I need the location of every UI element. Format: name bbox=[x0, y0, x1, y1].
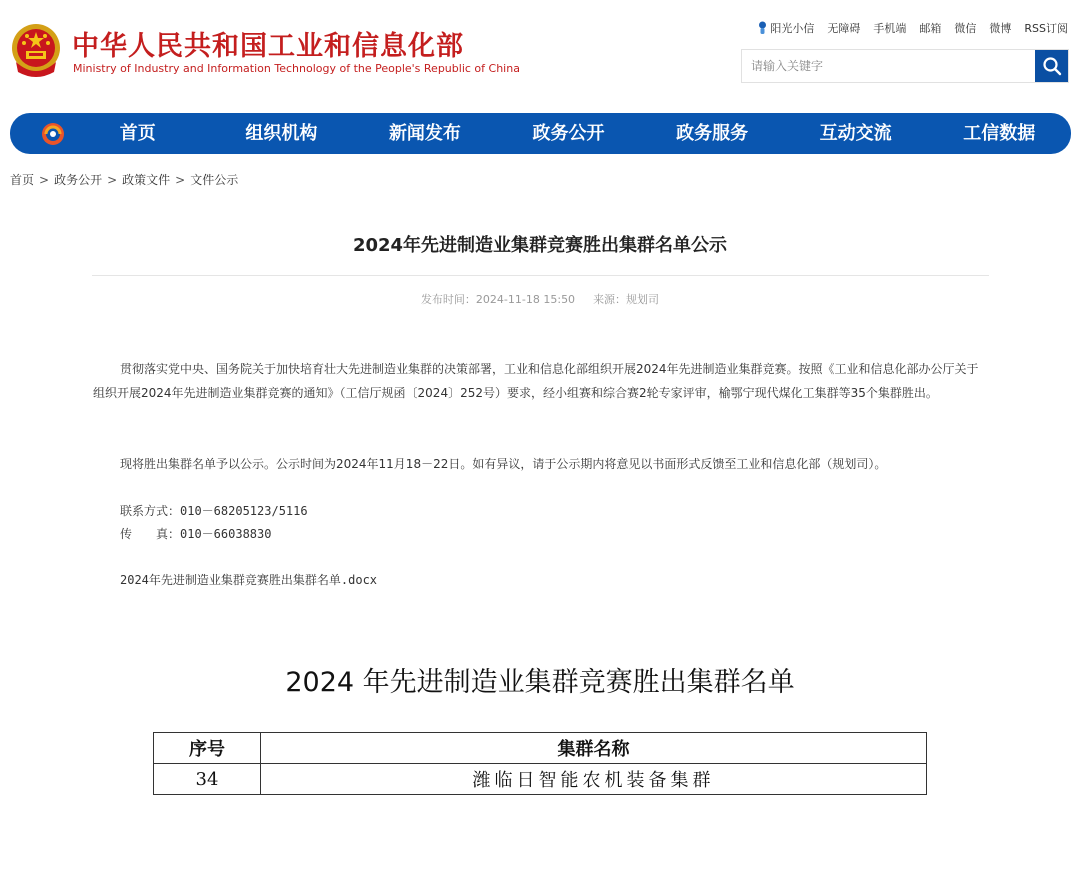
article-source: 来源：规划司 bbox=[593, 293, 660, 306]
column-header-name: 集群名称 bbox=[261, 733, 927, 764]
top-link-mail[interactable]: 邮箱 bbox=[919, 22, 942, 35]
nav-item-news[interactable]: 新闻发布 bbox=[388, 123, 461, 144]
nav-item-interaction[interactable]: 互动交流 bbox=[819, 123, 892, 144]
site-subtitle: Ministry of Industry and Information Technology of the People's Republic of China bbox=[73, 62, 520, 75]
nav-item-home[interactable]: 首页 bbox=[119, 123, 156, 144]
top-links bbox=[758, 20, 1068, 36]
top-link-label: 阳光小信 bbox=[770, 22, 815, 35]
top-link-rss[interactable]: RSS订阅 bbox=[1024, 22, 1068, 35]
breadcrumb-separator: > bbox=[175, 173, 186, 187]
top-link-sunshine[interactable] bbox=[758, 20, 814, 36]
top-link-mobile[interactable]: 手机端 bbox=[873, 22, 907, 35]
cell-number: 34 bbox=[154, 764, 261, 795]
main-nav bbox=[10, 113, 1071, 154]
breadcrumb bbox=[10, 171, 238, 188]
contact-info bbox=[120, 500, 308, 546]
document-title: 2024 年先进制造业集群竞赛胜出集群名单 bbox=[285, 667, 795, 698]
contact-phone: 联系方式：010－68205123/5116 bbox=[120, 504, 308, 518]
cell-cluster-name: 潍临日智能农机装备集群 bbox=[261, 764, 927, 795]
top-link-weibo[interactable]: 微博 bbox=[989, 22, 1012, 35]
article-title: 2024年先进制造业集群竞赛胜出集群名单公示 bbox=[352, 235, 728, 256]
cluster-table bbox=[153, 732, 927, 795]
site-header bbox=[0, 0, 1080, 108]
national-emblem-icon[interactable] bbox=[10, 22, 62, 78]
top-link-wechat[interactable]: 微信 bbox=[954, 22, 977, 35]
table-row bbox=[154, 764, 927, 795]
site-title[interactable]: 中华人民共和国工业和信息化部 bbox=[72, 31, 464, 62]
nav-item-services[interactable]: 政务服务 bbox=[676, 123, 749, 144]
publish-time: 发布时间：2024-11-18 15:50 bbox=[420, 293, 576, 306]
top-link-accessibility[interactable]: 无障碍 bbox=[827, 22, 861, 35]
sunshine-mascot-icon bbox=[758, 21, 767, 35]
nav-logo-icon[interactable] bbox=[10, 113, 66, 154]
title-divider bbox=[92, 275, 989, 276]
contact-fax: 传 真：010－66038830 bbox=[120, 527, 272, 541]
nav-item-data[interactable]: 工信数据 bbox=[963, 123, 1036, 144]
search-icon bbox=[1042, 56, 1062, 76]
breadcrumb-policy-docs[interactable]: 政策文件 bbox=[122, 173, 171, 187]
breadcrumb-separator: > bbox=[39, 173, 50, 187]
table-header-row bbox=[154, 733, 927, 764]
search-box bbox=[741, 49, 1069, 83]
search-input[interactable] bbox=[742, 50, 1036, 82]
article-meta bbox=[0, 291, 1080, 307]
article-paragraph-1: 贯彻落实党中央、国务院关于加快培育壮大先进制造业集群的决策部署，工业和信息化部组织开展2024年先进制造业集群竞赛。按照《工业和信息化部办公厅关于组织开展2024年先进制造业集群竞赛的通知》（工信厅规函〔2024〕252号）要求，经小组赛和综合赛2轮专家评审，榆鄂宁现代煤化工集群等35个集群胜出。 bbox=[93, 362, 979, 400]
breadcrumb-home[interactable]: 首页 bbox=[10, 173, 35, 187]
breadcrumb-file-notice[interactable]: 文件公示 bbox=[190, 173, 239, 187]
column-header-number: 序号 bbox=[154, 733, 261, 764]
breadcrumb-separator: > bbox=[107, 173, 118, 187]
nav-item-government-affairs[interactable]: 政务公开 bbox=[532, 123, 605, 144]
attachment-link[interactable]: 2024年先进制造业集群竞赛胜出集群名单.docx bbox=[120, 573, 378, 587]
article-paragraph-2: 现将胜出集群名单予以公示。公示时间为2024年11月18－22日。如有异议，请于公示期内将意见以书面形式反馈至工业和信息化部（规划司）。 bbox=[120, 457, 887, 471]
nav-item-organization[interactable]: 组织机构 bbox=[245, 123, 318, 144]
search-button[interactable] bbox=[1035, 50, 1068, 82]
breadcrumb-gov-affairs[interactable]: 政务公开 bbox=[54, 173, 103, 187]
